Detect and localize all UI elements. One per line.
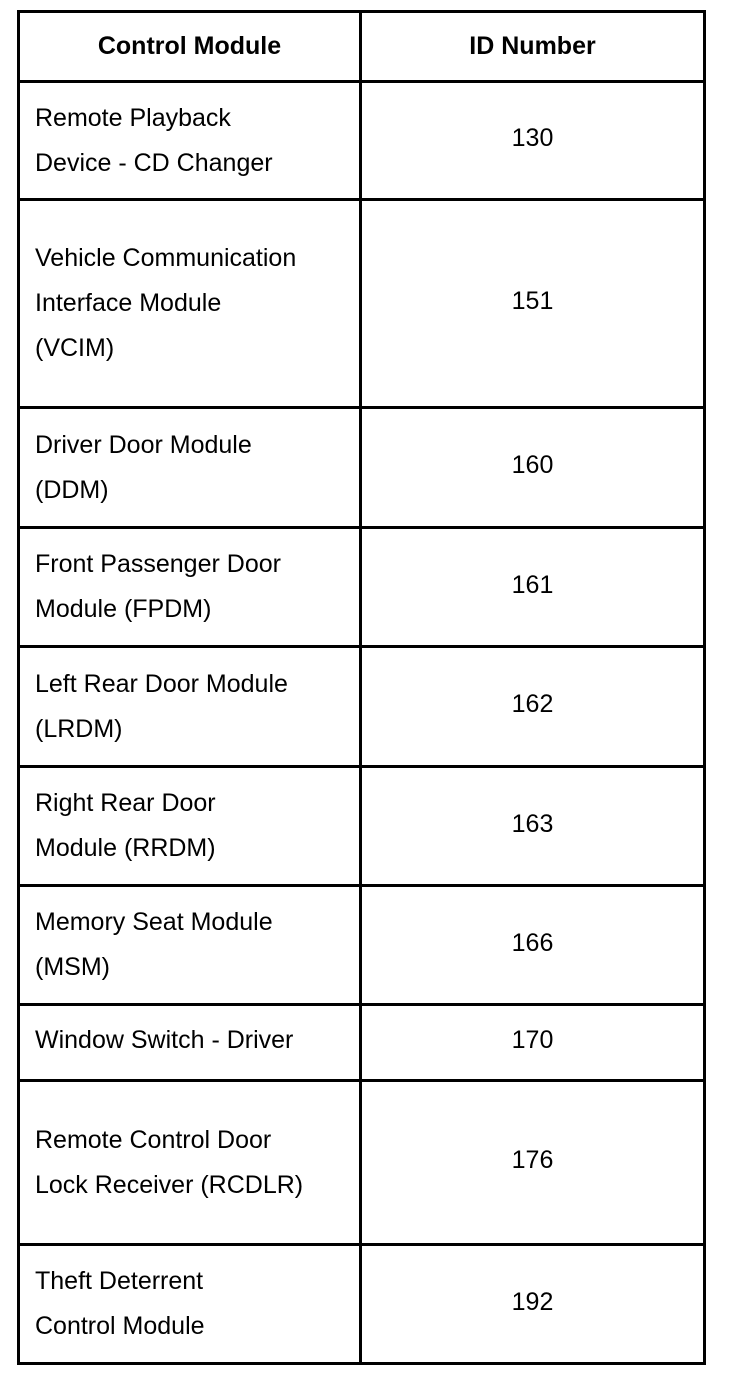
- table-row: [19, 1081, 705, 1245]
- id-number-cell: 170: [361, 1005, 705, 1081]
- id-number-cell: 163: [361, 767, 705, 886]
- table-row: [19, 647, 705, 767]
- table-row: [19, 886, 705, 1005]
- module-name-cell: Left Rear Door Module (LRDM): [19, 647, 361, 767]
- column-header-control-module: Control Module: [19, 12, 361, 82]
- module-name-cell: Vehicle Communication Interface Module (VCIM): [19, 200, 361, 408]
- table-row: [19, 528, 705, 647]
- table-row: [19, 1005, 705, 1081]
- id-number-cell: 151: [361, 200, 705, 408]
- column-header-id-number: ID Number: [361, 12, 705, 82]
- table-row: [19, 1245, 705, 1364]
- module-name-cell: Window Switch - Driver: [19, 1005, 361, 1081]
- module-name-cell: Remote Control Door Lock Receiver (RCDLR): [19, 1081, 361, 1245]
- table-header-row: [19, 12, 705, 82]
- id-number-cell: 161: [361, 528, 705, 647]
- id-number-cell: 176: [361, 1081, 705, 1245]
- table-row: [19, 200, 705, 408]
- id-number-cell: 192: [361, 1245, 705, 1364]
- control-module-id-table: [17, 10, 706, 1365]
- module-name-cell: Driver Door Module (DDM): [19, 408, 361, 528]
- module-name-cell: Memory Seat Module (MSM): [19, 886, 361, 1005]
- id-number-cell: 166: [361, 886, 705, 1005]
- module-name-cell: Front Passenger Door Module (FPDM): [19, 528, 361, 647]
- id-number-cell: 160: [361, 408, 705, 528]
- module-name-cell: Right Rear Door Module (RRDM): [19, 767, 361, 886]
- id-number-cell: 130: [361, 82, 705, 200]
- id-number-cell: 162: [361, 647, 705, 767]
- module-name-cell: Theft Deterrent Control Module: [19, 1245, 361, 1364]
- table-row: [19, 767, 705, 886]
- table-row: [19, 408, 705, 528]
- table-row: [19, 82, 705, 200]
- module-name-cell: Remote Playback Device - CD Changer: [19, 82, 361, 200]
